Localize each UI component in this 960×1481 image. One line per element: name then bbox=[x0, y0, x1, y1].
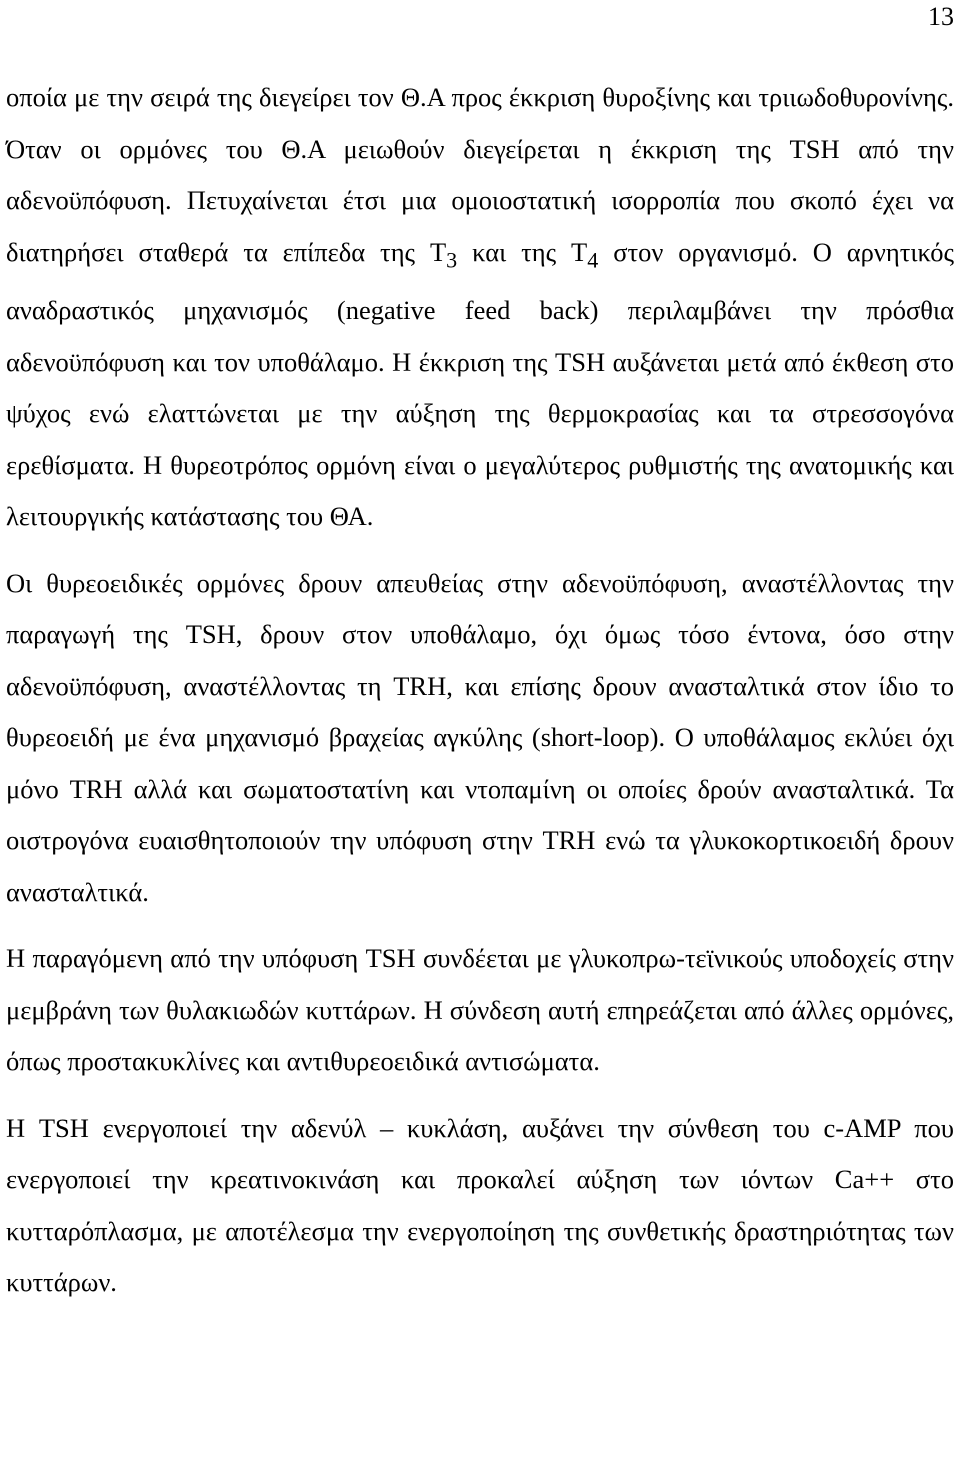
paragraph-thyroid-hormone-action bbox=[6, 558, 954, 919]
text-run: Οι θυρεοειδικές ορμόνες δρουν απευθείας στην αδενοϋπόφυση, αναστέλλοντας την παραγωγή της TSH, δρουν στον υποθάλαμο, όχι όμως τόσο έντονα, όσο στην αδενοϋπόφυση, αναστέλλοντας τη TRH, και επίσης δρουν ανασταλτικά στον ίδιο το θυρεοειδή με ένα μηχανισμό βραχείας αγκύλης (short-loop). Ο υποθάλαμος εκλύει όχι μόνο TRH αλλά και σωματοστατίνη και ντοπαμίνη οι οποίες δρούν ανασταλτικά. Τα οιστρογόνα ευαισθητοποιούν την υπόφυση στην TRH ενώ τα γλυκοκορτικοειδή δρουν ανασταλτικά. bbox=[6, 567, 954, 907]
page-number: 13 bbox=[928, 2, 954, 31]
text-run: Η παραγόμενη από την υπόφυση TSH συνδέεται με γλυκοπρω-τεϊνικούς υποδοχείς στην μεμβράνη των θυλακιωδών κυττάρων. Η σύνδεση αυτή επηρεάζεται από άλλες ορμόνες, όπως προστακυκλίνες και αντιθυρεοειδικά αντισώματα. bbox=[6, 943, 954, 1077]
text-run: στον οργανισμό. Ο αρνητικός αναδραστικός μηχανισμός (negative feed back) περιλαμβάνει την πρόσθια αδενοϋπόφυση και τον υποθάλαμο. Η έκκριση της TSH αυξάνεται μετά από έκθεση στο ψύχος ενώ ελαττώνεται με την αύξηση της θερμοκρασίας και τα στρεσσογόνα ερεθίσματα. Η θυρεοτρόπος ορμόνη είναι ο μεγαλύτερος ρυθμιστής της ανατομικής και λειτουργικής κατάστασης του ΘΑ. bbox=[6, 236, 955, 532]
paragraph-tsh-receptors bbox=[6, 933, 954, 1088]
paragraph-tsh-feedback bbox=[6, 72, 954, 543]
text-run: οποία με την σειρά της διεγείρει τον Θ.Α προς έκκριση θυροξίνης και τριιωδοθυρονίνης. Όταν οι ορμόνες του Θ.Α μειωθούν διεγείρεται η έκκριση της TSH από την αδενοϋπόφυση. Πετυχαίνεται έτσι μια ομοιοστατική ισορροπία που σκοπό έχει να διατηρήσει σταθερά τα επίπεδα της T bbox=[6, 82, 954, 267]
document-body bbox=[6, 72, 954, 1309]
subscript-3: 3 bbox=[446, 246, 458, 272]
text-run: και της T bbox=[457, 236, 588, 267]
text-run: Η TSH ενεργοποιεί την αδενύλ – κυκλάση, αυξάνει την σύνθεση του c-AMP που ενεργοποιεί την κρεατινοκινάση και προκαλεί αύξηση των ιόντων Ca++ στο κυτταρόπλασμα, με αποτέλεσμα την ενεργοποίηση της συνθετικής δραστηριότητας των κυττάρων. bbox=[6, 1112, 954, 1298]
paragraph-tsh-camp bbox=[6, 1103, 954, 1309]
subscript-4: 4 bbox=[587, 246, 599, 272]
